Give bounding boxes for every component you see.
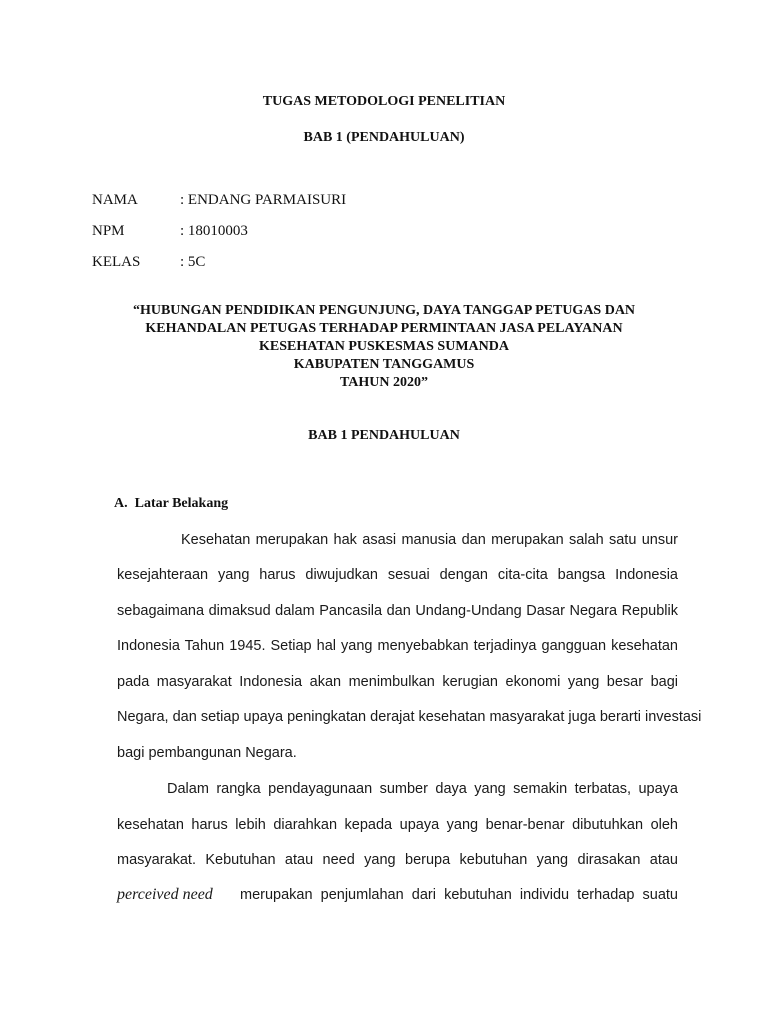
identity-row-name: [92, 192, 346, 209]
paragraph-line: Indonesia Tahun 1945. Setiap hal yang menyebabkan terjadinya gangguan kesehatan: [117, 638, 678, 654]
research-title-line: KEHANDALAN PETUGAS TERHADAP PERMINTAAN JASA PELAYANAN: [145, 321, 623, 336]
research-title-line: KABUPATEN TANGGAMUS: [293, 357, 475, 372]
paragraph-line: Dalam rangka pendayagunaan sumber daya yang semakin terbatas, upaya: [167, 781, 678, 797]
research-title-line: KESEHATAN PUSKESMAS SUMANDA: [259, 339, 509, 354]
paragraph-line: kesehatan harus lebih diarahkan kepada upaya yang benar-benar dibutuhkan oleh: [117, 817, 678, 833]
paragraph-line: Negara, dan setiap upaya peningkatan derajat kesehatan masyarakat juga berarti investasi: [117, 709, 702, 725]
section-marker: A.: [114, 496, 128, 511]
identity-row-npm: [92, 223, 248, 240]
identity-label: NPM: [92, 223, 125, 239]
identity-value: : 5C: [180, 254, 206, 270]
paragraph-line: masyarakat. Kebutuhan atau need yang berupa kebutuhan yang dirasakan atau: [117, 852, 678, 868]
identity-value: : 18010003: [180, 223, 248, 239]
paragraph-line: kesejahteraan yang harus diwujudkan sesuai dengan cita-cita bangsa Indonesia: [117, 567, 678, 583]
research-title-line: “HUBUNGAN PENDIDIKAN PENGUNJUNG, DAYA TANGGAP PETUGAS DAN: [132, 303, 636, 318]
paragraph-line: pada masyarakat Indonesia akan menimbulkan kerugian ekonomi yang besar bagi: [117, 674, 678, 690]
paragraph-line: [117, 886, 678, 904]
paragraph-line-rest: merupakan penjumlahan dari kebutuhan individu terhadap suatu: [240, 887, 678, 903]
identity-label: NAMA: [92, 192, 138, 208]
identity-row-class: [92, 254, 205, 271]
paragraph-line: bagi pembangunan Negara.: [117, 745, 297, 761]
chapter-heading: BAB 1 PENDAHULUAN: [308, 428, 460, 443]
assignment-title: TUGAS METODOLOGI PENELITIAN: [262, 94, 506, 109]
section-heading: [114, 496, 228, 512]
research-title-line: TAHUN 2020”: [339, 375, 429, 390]
paragraph-line: sebagaimana dimaksud dalam Pancasila dan Undang-Undang Dasar Negara Republik: [117, 603, 678, 619]
identity-value: : ENDANG PARMAISURI: [180, 192, 347, 208]
chapter-subtitle: BAB 1 (PENDAHULUAN): [303, 130, 465, 145]
identity-label: KELAS: [92, 254, 141, 270]
section-heading-text: Latar Belakang: [134, 496, 229, 511]
italic-term: perceived need: [117, 886, 213, 903]
paragraph-line: Kesehatan merupakan hak asasi manusia dan merupakan salah satu unsur: [181, 532, 678, 548]
